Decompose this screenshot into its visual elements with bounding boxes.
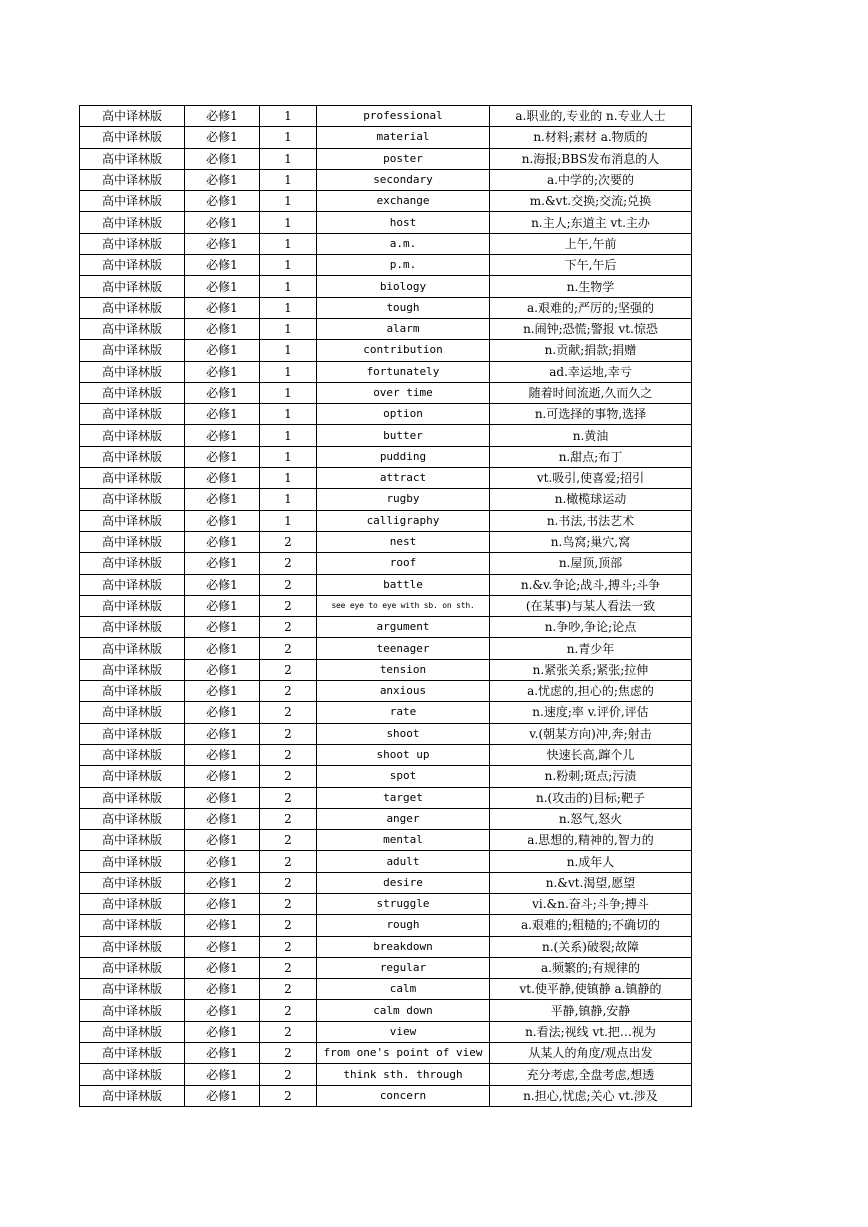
meaning-cell: a.忧虑的,担心的;焦虑的 (490, 681, 692, 702)
module-cell: 必修1 (185, 766, 260, 787)
table-row (80, 957, 692, 978)
word-cell: tough (317, 297, 490, 318)
table-row (80, 297, 692, 318)
word-cell: calm down (317, 1000, 490, 1021)
module-cell: 必修1 (185, 574, 260, 595)
edition-cell: 高中译林版 (80, 489, 185, 510)
unit-cell: 1 (260, 361, 317, 382)
unit-cell: 1 (260, 382, 317, 403)
word-cell: poster (317, 148, 490, 169)
table-row (80, 1000, 692, 1021)
module-cell: 必修1 (185, 1043, 260, 1064)
edition-cell: 高中译林版 (80, 106, 185, 127)
module-cell: 必修1 (185, 468, 260, 489)
meaning-cell: n.橄榄球运动 (490, 489, 692, 510)
word-cell: option (317, 404, 490, 425)
unit-cell: 1 (260, 191, 317, 212)
unit-cell: 1 (260, 212, 317, 233)
meaning-cell: 下午,午后 (490, 255, 692, 276)
edition-cell: 高中译林版 (80, 1021, 185, 1042)
unit-cell: 2 (260, 1000, 317, 1021)
unit-cell: 2 (260, 659, 317, 680)
meaning-cell: n.紧张关系;紧张;拉伸 (490, 659, 692, 680)
unit-cell: 1 (260, 404, 317, 425)
table-row (80, 702, 692, 723)
meaning-cell: 上午,午前 (490, 233, 692, 254)
edition-cell: 高中译林版 (80, 915, 185, 936)
module-cell: 必修1 (185, 361, 260, 382)
unit-cell: 2 (260, 851, 317, 872)
word-cell: teenager (317, 638, 490, 659)
module-cell: 必修1 (185, 936, 260, 957)
module-cell: 必修1 (185, 830, 260, 851)
meaning-cell: n.速度;率 v.评价,评估 (490, 702, 692, 723)
word-cell: calm (317, 979, 490, 1000)
module-cell: 必修1 (185, 297, 260, 318)
edition-cell: 高中译林版 (80, 1085, 185, 1106)
table-row (80, 617, 692, 638)
word-cell: p.m. (317, 255, 490, 276)
module-cell: 必修1 (185, 255, 260, 276)
module-cell: 必修1 (185, 787, 260, 808)
meaning-cell: n.海报;BBS发布消息的人 (490, 148, 692, 169)
edition-cell: 高中译林版 (80, 617, 185, 638)
table-row (80, 744, 692, 765)
unit-cell: 2 (260, 744, 317, 765)
table-row (80, 233, 692, 254)
edition-cell: 高中译林版 (80, 276, 185, 297)
word-cell: contribution (317, 340, 490, 361)
word-cell: professional (317, 106, 490, 127)
word-cell: a.m. (317, 233, 490, 254)
word-cell: butter (317, 425, 490, 446)
module-cell: 必修1 (185, 659, 260, 680)
module-cell: 必修1 (185, 340, 260, 361)
meaning-cell: n.材料;素材 a.物质的 (490, 127, 692, 148)
unit-cell: 2 (260, 702, 317, 723)
word-cell: see eye to eye with sb. on sth. (317, 595, 490, 616)
edition-cell: 高中译林版 (80, 361, 185, 382)
meaning-cell: vt.使平静,使镇静 a.镇静的 (490, 979, 692, 1000)
module-cell: 必修1 (185, 1021, 260, 1042)
table-row (80, 127, 692, 148)
unit-cell: 2 (260, 1085, 317, 1106)
word-cell: spot (317, 766, 490, 787)
meaning-cell: 随着时间流逝,久而久之 (490, 382, 692, 403)
meaning-cell: 平静,镇静,安静 (490, 1000, 692, 1021)
edition-cell: 高中译林版 (80, 404, 185, 425)
table-row (80, 872, 692, 893)
unit-cell: 2 (260, 531, 317, 552)
meaning-cell: a.艰难的;粗糙的;不确切的 (490, 915, 692, 936)
edition-cell: 高中译林版 (80, 872, 185, 893)
edition-cell: 高中译林版 (80, 1064, 185, 1085)
meaning-cell: 充分考虑,全盘考虑,想透 (490, 1064, 692, 1085)
meaning-cell: n.争吵,争论;论点 (490, 617, 692, 638)
table-row (80, 382, 692, 403)
edition-cell: 高中译林版 (80, 169, 185, 190)
module-cell: 必修1 (185, 1000, 260, 1021)
module-cell: 必修1 (185, 510, 260, 531)
module-cell: 必修1 (185, 979, 260, 1000)
word-cell: material (317, 127, 490, 148)
edition-cell: 高中译林版 (80, 659, 185, 680)
unit-cell: 1 (260, 169, 317, 190)
meaning-cell: n.&v.争论;战斗,搏斗;斗争 (490, 574, 692, 595)
module-cell: 必修1 (185, 744, 260, 765)
unit-cell: 1 (260, 489, 317, 510)
unit-cell: 2 (260, 808, 317, 829)
table-row (80, 148, 692, 169)
unit-cell: 2 (260, 830, 317, 851)
vocabulary-table-body (80, 106, 692, 1107)
unit-cell: 1 (260, 318, 317, 339)
unit-cell: 1 (260, 468, 317, 489)
table-row (80, 1085, 692, 1106)
unit-cell: 2 (260, 787, 317, 808)
unit-cell: 2 (260, 936, 317, 957)
edition-cell: 高中译林版 (80, 766, 185, 787)
table-row (80, 276, 692, 297)
edition-cell: 高中译林版 (80, 340, 185, 361)
word-cell: roof (317, 553, 490, 574)
meaning-cell: n.闹钟;恐慌;警报 vt.惊恐 (490, 318, 692, 339)
unit-cell: 2 (260, 872, 317, 893)
word-cell: breakdown (317, 936, 490, 957)
unit-cell: 2 (260, 915, 317, 936)
module-cell: 必修1 (185, 382, 260, 403)
word-cell: concern (317, 1085, 490, 1106)
module-cell: 必修1 (185, 638, 260, 659)
unit-cell: 2 (260, 1021, 317, 1042)
meaning-cell: n.&vt.渴望,愿望 (490, 872, 692, 893)
module-cell: 必修1 (185, 723, 260, 744)
table-row (80, 318, 692, 339)
edition-cell: 高中译林版 (80, 595, 185, 616)
table-row (80, 787, 692, 808)
module-cell: 必修1 (185, 595, 260, 616)
meaning-cell: n.书法,书法艺术 (490, 510, 692, 531)
meaning-cell: vt.吸引,使喜爱;招引 (490, 468, 692, 489)
table-row (80, 915, 692, 936)
table-row (80, 723, 692, 744)
meaning-cell: a.职业的,专业的 n.专业人士 (490, 106, 692, 127)
meaning-cell: n.可选择的事物,选择 (490, 404, 692, 425)
table-row (80, 404, 692, 425)
word-cell: regular (317, 957, 490, 978)
word-cell: anger (317, 808, 490, 829)
edition-cell: 高中译林版 (80, 553, 185, 574)
meaning-cell: n.怒气,怒火 (490, 808, 692, 829)
word-cell: rate (317, 702, 490, 723)
edition-cell: 高中译林版 (80, 979, 185, 1000)
meaning-cell: n.生物学 (490, 276, 692, 297)
word-cell: view (317, 1021, 490, 1042)
word-cell: battle (317, 574, 490, 595)
edition-cell: 高中译林版 (80, 510, 185, 531)
unit-cell: 1 (260, 340, 317, 361)
table-row (80, 936, 692, 957)
meaning-cell: a.思想的,精神的,智力的 (490, 830, 692, 851)
table-row (80, 851, 692, 872)
edition-cell: 高中译林版 (80, 191, 185, 212)
module-cell: 必修1 (185, 915, 260, 936)
word-cell: shoot (317, 723, 490, 744)
word-cell: nest (317, 531, 490, 552)
meaning-cell: a.频繁的;有规律的 (490, 957, 692, 978)
meaning-cell: 从某人的角度/观点出发 (490, 1043, 692, 1064)
unit-cell: 1 (260, 276, 317, 297)
meaning-cell: n.(关系)破裂;故障 (490, 936, 692, 957)
module-cell: 必修1 (185, 148, 260, 169)
table-row (80, 893, 692, 914)
unit-cell: 2 (260, 957, 317, 978)
edition-cell: 高中译林版 (80, 531, 185, 552)
word-cell: target (317, 787, 490, 808)
edition-cell: 高中译林版 (80, 723, 185, 744)
edition-cell: 高中译林版 (80, 787, 185, 808)
word-cell: rugby (317, 489, 490, 510)
word-cell: tension (317, 659, 490, 680)
edition-cell: 高中译林版 (80, 830, 185, 851)
word-cell: exchange (317, 191, 490, 212)
meaning-cell: a.艰难的;严厉的;坚强的 (490, 297, 692, 318)
edition-cell: 高中译林版 (80, 574, 185, 595)
table-row (80, 659, 692, 680)
word-cell: shoot up (317, 744, 490, 765)
table-row (80, 553, 692, 574)
word-cell: attract (317, 468, 490, 489)
edition-cell: 高中译林版 (80, 893, 185, 914)
word-cell: fortunately (317, 361, 490, 382)
meaning-cell: n.(攻击的)目标;靶子 (490, 787, 692, 808)
unit-cell: 1 (260, 446, 317, 467)
word-cell: rough (317, 915, 490, 936)
table-row (80, 1064, 692, 1085)
table-row (80, 489, 692, 510)
unit-cell: 1 (260, 425, 317, 446)
module-cell: 必修1 (185, 404, 260, 425)
table-row (80, 979, 692, 1000)
meaning-cell: n.鸟窝;巢穴,窝 (490, 531, 692, 552)
meaning-cell: a.中学的;次要的 (490, 169, 692, 190)
unit-cell: 1 (260, 106, 317, 127)
unit-cell: 2 (260, 553, 317, 574)
edition-cell: 高中译林版 (80, 957, 185, 978)
unit-cell: 2 (260, 723, 317, 744)
table-row (80, 468, 692, 489)
word-cell: from one's point of view (317, 1043, 490, 1064)
edition-cell: 高中译林版 (80, 702, 185, 723)
meaning-cell: 快速长高,蹿个儿 (490, 744, 692, 765)
unit-cell: 1 (260, 233, 317, 254)
module-cell: 必修1 (185, 169, 260, 190)
table-row (80, 574, 692, 595)
edition-cell: 高中译林版 (80, 318, 185, 339)
meaning-cell: n.看法;视线 vt.把…视为 (490, 1021, 692, 1042)
table-row (80, 106, 692, 127)
module-cell: 必修1 (185, 1064, 260, 1085)
meaning-cell: (在某事)与某人看法一致 (490, 595, 692, 616)
table-row (80, 212, 692, 233)
table-row (80, 1021, 692, 1042)
unit-cell: 1 (260, 127, 317, 148)
edition-cell: 高中译林版 (80, 936, 185, 957)
module-cell: 必修1 (185, 872, 260, 893)
edition-cell: 高中译林版 (80, 808, 185, 829)
word-cell: think sth. through (317, 1064, 490, 1085)
table-row (80, 169, 692, 190)
edition-cell: 高中译林版 (80, 297, 185, 318)
meaning-cell: n.主人;东道主 vt.主办 (490, 212, 692, 233)
edition-cell: 高中译林版 (80, 681, 185, 702)
module-cell: 必修1 (185, 531, 260, 552)
module-cell: 必修1 (185, 553, 260, 574)
unit-cell: 1 (260, 510, 317, 531)
unit-cell: 2 (260, 979, 317, 1000)
meaning-cell: n.甜点;布丁 (490, 446, 692, 467)
word-cell: adult (317, 851, 490, 872)
table-row (80, 510, 692, 531)
table-row (80, 595, 692, 616)
module-cell: 必修1 (185, 957, 260, 978)
table-row (80, 1043, 692, 1064)
module-cell: 必修1 (185, 893, 260, 914)
edition-cell: 高中译林版 (80, 127, 185, 148)
table-row (80, 446, 692, 467)
module-cell: 必修1 (185, 808, 260, 829)
word-cell: alarm (317, 318, 490, 339)
module-cell: 必修1 (185, 425, 260, 446)
meaning-cell: n.黄油 (490, 425, 692, 446)
edition-cell: 高中译林版 (80, 233, 185, 254)
word-cell: calligraphy (317, 510, 490, 531)
word-cell: pudding (317, 446, 490, 467)
unit-cell: 2 (260, 638, 317, 659)
module-cell: 必修1 (185, 446, 260, 467)
module-cell: 必修1 (185, 489, 260, 510)
meaning-cell: n.粉刺;斑点;污渍 (490, 766, 692, 787)
unit-cell: 2 (260, 681, 317, 702)
table-row (80, 638, 692, 659)
vocabulary-table (79, 105, 692, 1107)
table-row (80, 191, 692, 212)
unit-cell: 1 (260, 255, 317, 276)
meaning-cell: v.(朝某方向)冲,奔;射击 (490, 723, 692, 744)
edition-cell: 高中译林版 (80, 212, 185, 233)
word-cell: host (317, 212, 490, 233)
meaning-cell: n.担心,忧虑;关心 vt.涉及 (490, 1085, 692, 1106)
word-cell: over time (317, 382, 490, 403)
edition-cell: 高中译林版 (80, 255, 185, 276)
table-row (80, 425, 692, 446)
unit-cell: 2 (260, 766, 317, 787)
unit-cell: 1 (260, 297, 317, 318)
word-cell: anxious (317, 681, 490, 702)
unit-cell: 2 (260, 574, 317, 595)
word-cell: desire (317, 872, 490, 893)
module-cell: 必修1 (185, 617, 260, 638)
table-row (80, 808, 692, 829)
unit-cell: 1 (260, 148, 317, 169)
unit-cell: 2 (260, 893, 317, 914)
meaning-cell: ad.幸运地,幸亏 (490, 361, 692, 382)
module-cell: 必修1 (185, 1085, 260, 1106)
unit-cell: 2 (260, 1064, 317, 1085)
edition-cell: 高中译林版 (80, 744, 185, 765)
module-cell: 必修1 (185, 212, 260, 233)
table-row (80, 681, 692, 702)
word-cell: mental (317, 830, 490, 851)
edition-cell: 高中译林版 (80, 446, 185, 467)
unit-cell: 2 (260, 595, 317, 616)
table-row (80, 361, 692, 382)
edition-cell: 高中译林版 (80, 382, 185, 403)
meaning-cell: n.成年人 (490, 851, 692, 872)
module-cell: 必修1 (185, 127, 260, 148)
word-cell: struggle (317, 893, 490, 914)
module-cell: 必修1 (185, 702, 260, 723)
word-cell: secondary (317, 169, 490, 190)
table-row (80, 531, 692, 552)
unit-cell: 2 (260, 617, 317, 638)
table-row (80, 766, 692, 787)
table-row (80, 255, 692, 276)
unit-cell: 2 (260, 1043, 317, 1064)
edition-cell: 高中译林版 (80, 851, 185, 872)
module-cell: 必修1 (185, 851, 260, 872)
module-cell: 必修1 (185, 681, 260, 702)
module-cell: 必修1 (185, 276, 260, 297)
word-cell: argument (317, 617, 490, 638)
edition-cell: 高中译林版 (80, 148, 185, 169)
module-cell: 必修1 (185, 191, 260, 212)
meaning-cell: vi.&n.奋斗;斗争;搏斗 (490, 893, 692, 914)
meaning-cell: n.青少年 (490, 638, 692, 659)
module-cell: 必修1 (185, 233, 260, 254)
table-row (80, 340, 692, 361)
edition-cell: 高中译林版 (80, 638, 185, 659)
edition-cell: 高中译林版 (80, 468, 185, 489)
edition-cell: 高中译林版 (80, 1043, 185, 1064)
word-cell: biology (317, 276, 490, 297)
module-cell: 必修1 (185, 106, 260, 127)
meaning-cell: n.屋顶,顶部 (490, 553, 692, 574)
meaning-cell: n.贡献;捐款;捐赠 (490, 340, 692, 361)
edition-cell: 高中译林版 (80, 425, 185, 446)
edition-cell: 高中译林版 (80, 1000, 185, 1021)
table-row (80, 830, 692, 851)
module-cell: 必修1 (185, 318, 260, 339)
meaning-cell: m.&vt.交换;交流;兑换 (490, 191, 692, 212)
